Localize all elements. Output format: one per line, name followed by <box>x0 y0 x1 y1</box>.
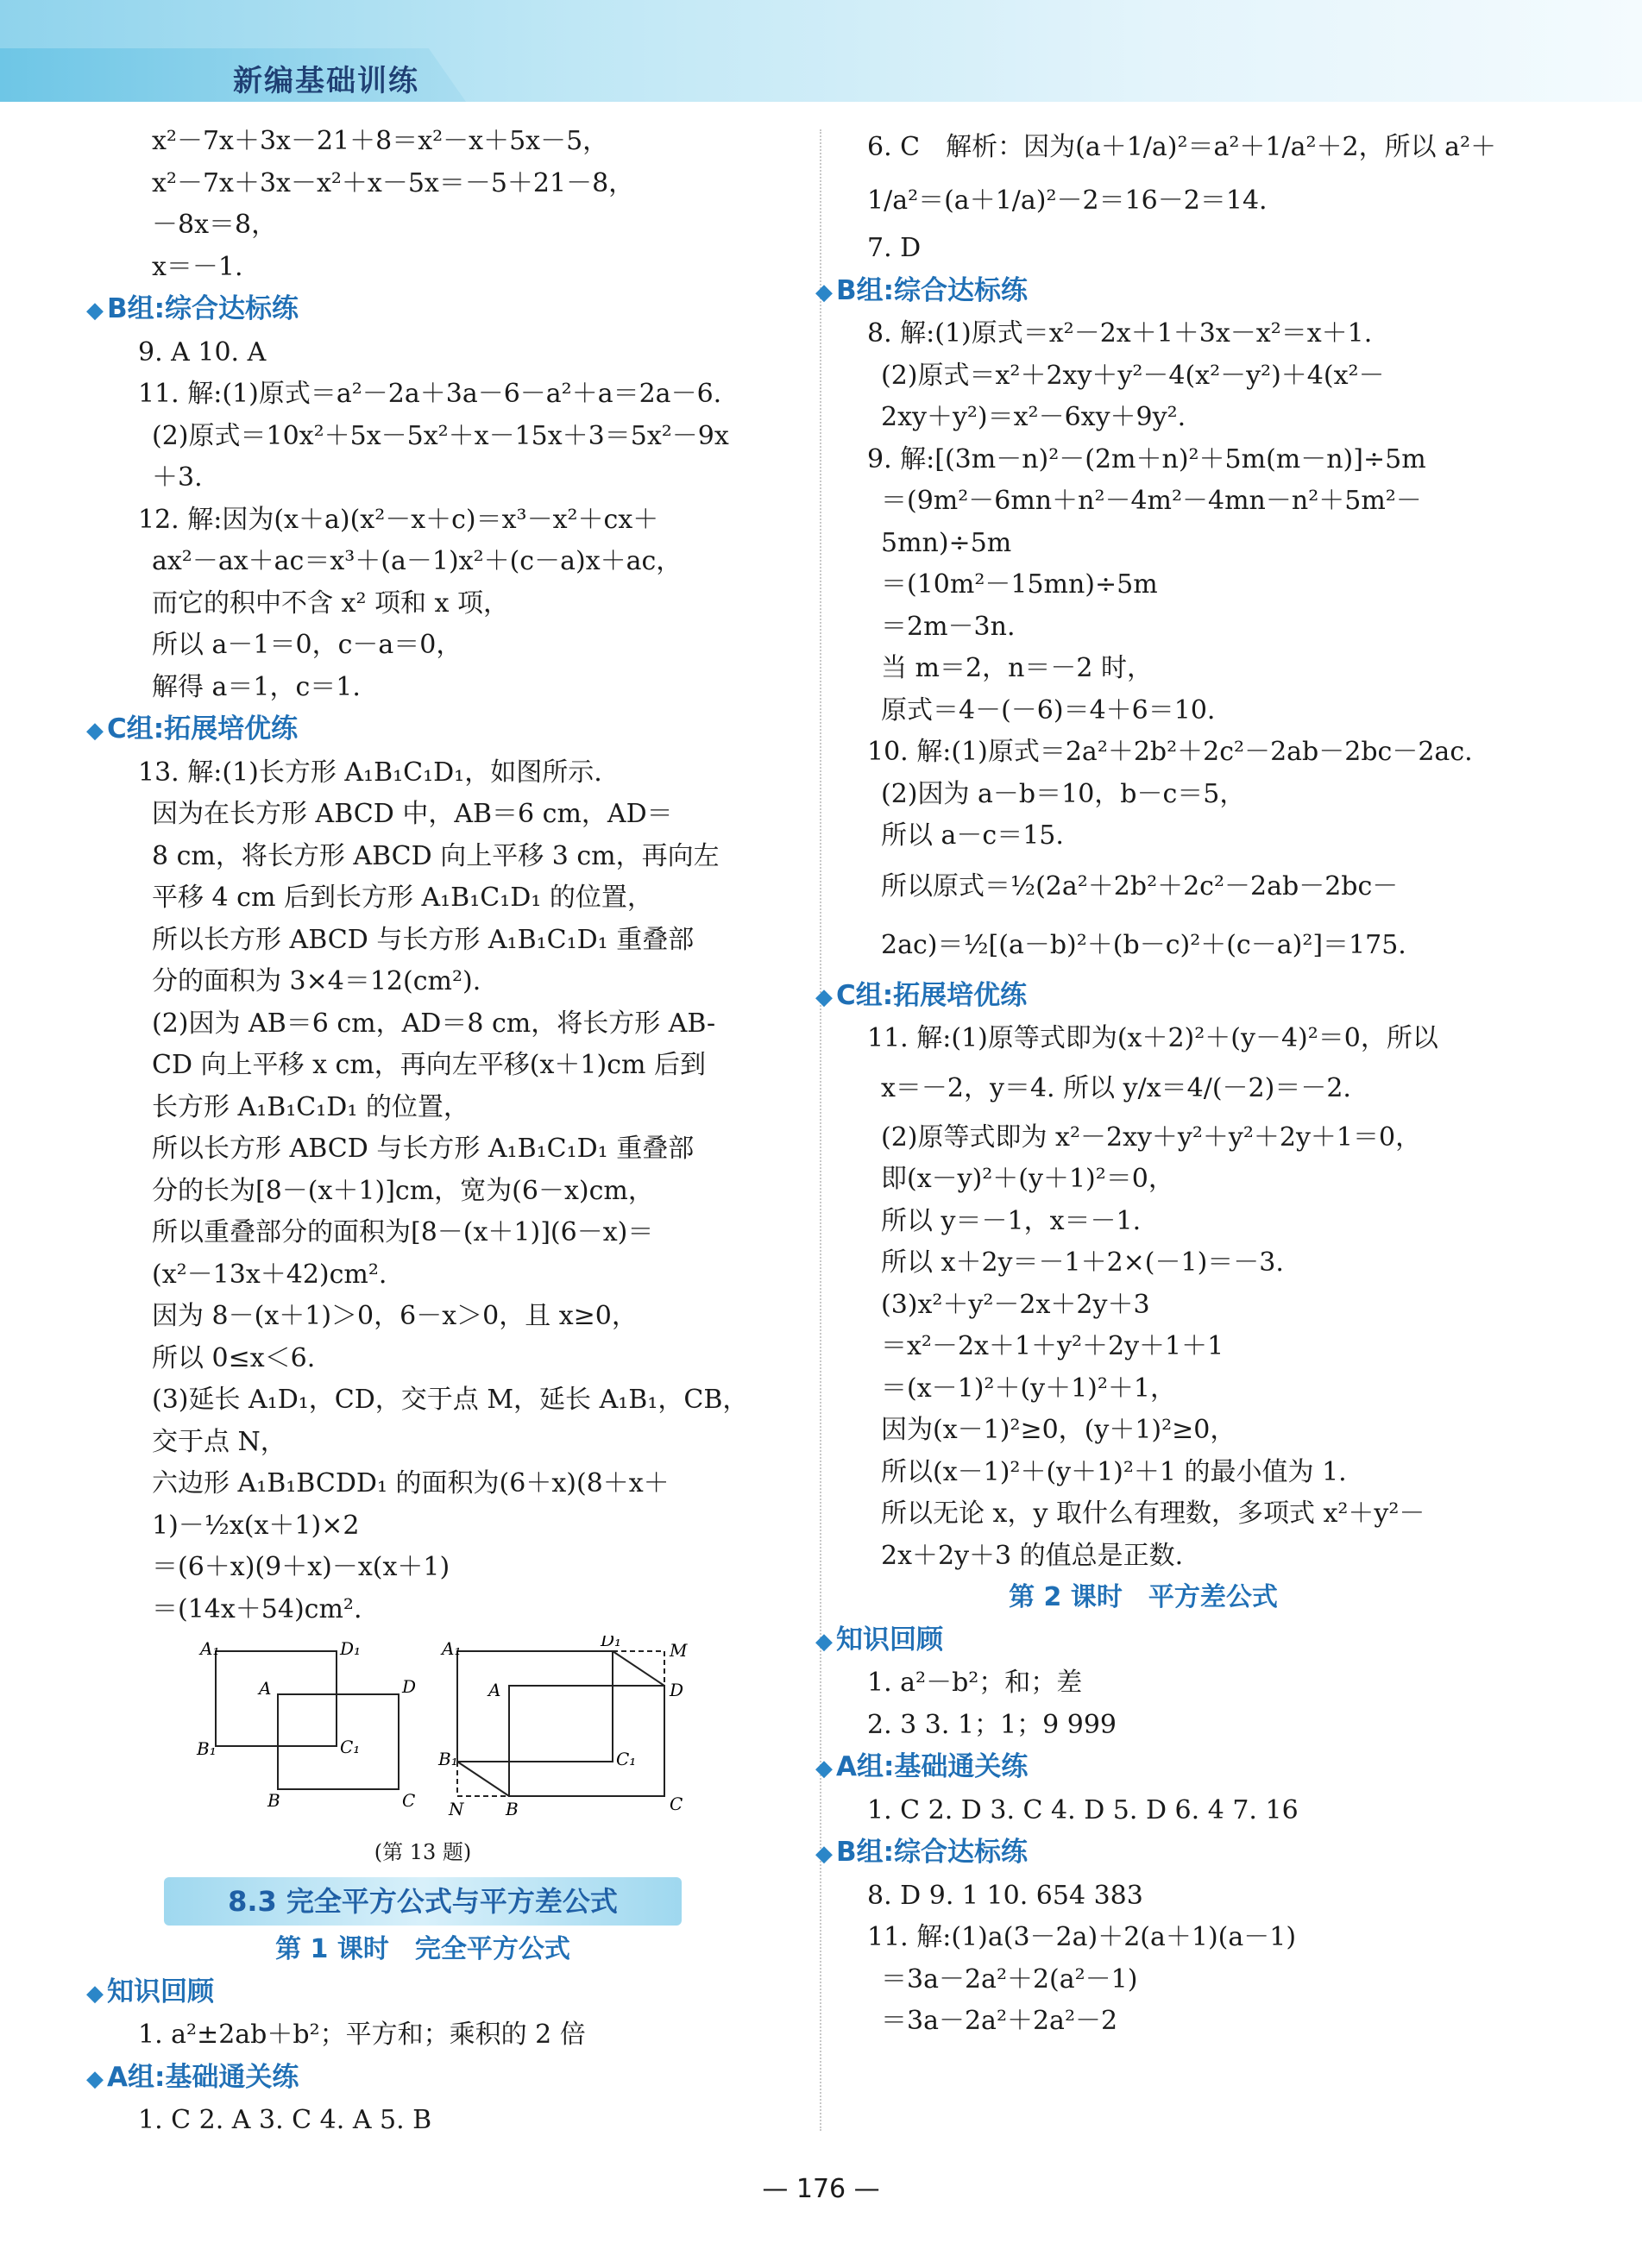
q13-line: 长方形 A₁B₁C₁D₁ 的位置， <box>152 1091 469 1122</box>
lesson1-title: 第 1 课时 完全平方公式 <box>275 1934 570 1964</box>
figure-13-diagram <box>86 1636 759 1838</box>
q11-line: x＝－2，y＝4. 所以 y/x＝4/(－2)＝－2. <box>881 1072 1351 1103</box>
diamond-icon: ◆ <box>86 298 104 324</box>
q13-line: (2)因为 AB＝6 cm，AD＝8 cm，将长方形 AB- <box>152 1008 716 1039</box>
q11-line: 所以 y＝－1，x＝－1. <box>881 1205 1142 1236</box>
label-c1-2: C₁ <box>616 1749 637 1769</box>
q13-line: 分的长为[8－(x＋1)]cm，宽为(6－x)cm， <box>152 1175 654 1206</box>
label-c-2: C <box>670 1794 683 1814</box>
group-a-answers: 1. C 2. A 3. C 4. A 5. B <box>138 2105 432 2135</box>
review-answer: 1. a²－b²；和；差 <box>867 1668 1083 1698</box>
q10-line: (2)因为 a－b＝10，b－c＝5， <box>881 778 1246 809</box>
header-title: 新编基础训练 <box>233 64 419 98</box>
label-m: M <box>670 1640 688 1661</box>
q8-line: (2)原式＝x²＋2xy＋y²－4(x²－y²)＋4(x²－ <box>881 360 1385 391</box>
q12-line: 12. 解:因为(x＋a)(x²－x＋c)＝x³－x²＋cx＋ <box>138 504 659 535</box>
q13-line: 8 cm，将长方形 ABCD 向上平移 3 cm，再向左 <box>152 840 720 871</box>
label-b1: B₁ <box>197 1738 217 1759</box>
answer-line: 9. A 10. A <box>138 336 267 368</box>
q11-line: (3)x²＋y²－2x＋2y＋3 <box>881 1289 1150 1320</box>
right-column <box>815 121 1497 2043</box>
q9-line: 原式＝4－(－6)＝4＋6＝10. <box>881 694 1216 726</box>
q13-line: 13. 解:(1)长方形 A₁B₁C₁D₁，如图所示. <box>138 757 602 788</box>
diamond-icon: ◆ <box>86 718 104 744</box>
q11-line: 11. 解:(1)原式＝a²－2a＋3a－6－a²＋a＝2a－6. <box>138 379 722 409</box>
q10-line: 2ac)＝½[(a－b)²＋(b－c)²＋(c－a)²]＝175. <box>881 929 1406 960</box>
q11b-line: ＝3a－2a²＋2(a²－1) <box>881 1963 1138 1995</box>
q9-line: ＝(10m²－15mn)÷5m <box>881 569 1158 600</box>
q13-line: 分的面积为 3×4＝12(cm²). <box>152 966 481 996</box>
text-line: x²－7x＋3x－x²＋x－5x＝－5＋21－8， <box>152 167 635 198</box>
label-a1: A₁ <box>200 1638 220 1659</box>
seg-d1-d <box>613 1651 664 1686</box>
q11-line: 所以(x－1)²＋(y＋1)²＋1 的最小值为 1. <box>881 1456 1347 1487</box>
figure-13 <box>86 1636 759 1838</box>
group-a-answers: 1. C 2. D 3. C 4. D 5. D 6. 4 7. 16 <box>867 1794 1299 1825</box>
q6-line: 6. C 解析：因为(a＋1/a)²＝a²＋1/a²＋2，所以 a²＋ <box>867 132 1497 162</box>
q11-line: 因为(x－1)²≥0，(y＋1)²≥0， <box>881 1415 1236 1445</box>
group-c-heading: ◆ C组:拓展培优练 <box>815 979 1028 1011</box>
diamond-icon: ◆ <box>815 1628 833 1655</box>
label-d: D <box>402 1676 417 1697</box>
page-number: — 176 — <box>762 2174 880 2204</box>
q7-line: 7. D <box>867 233 922 263</box>
label-b-2: B <box>506 1799 519 1819</box>
q12-line: ax²－ax＋ac＝x³＋(a－1)x²＋(c－a)x＋ac， <box>152 546 683 576</box>
q11-line: 2x＋2y＋3 的值总是正数. <box>881 1540 1184 1571</box>
q9-line: 5mn)÷5m <box>881 527 1012 558</box>
diamond-icon: ◆ <box>815 1841 833 1867</box>
q11-line: 11. 解:(1)原等式即为(x＋2)²＋(y－4)²＝0，所以 <box>867 1023 1438 1053</box>
review-answer: 1. a²±2ab＋b²；平方和；乘积的 2 倍 <box>138 2020 586 2050</box>
q10-line: 10. 解:(1)原式＝2a²＋2b²＋2c²－2ab－2bc－2ac. <box>867 737 1473 767</box>
label-n: N <box>449 1799 464 1819</box>
label-a-2: A <box>488 1680 501 1700</box>
q13-line: 平移 4 cm 后到长方形 A₁B₁C₁D₁ 的位置， <box>152 883 653 913</box>
q13-line: 交于点 N， <box>152 1426 286 1457</box>
label-d-2: D <box>670 1680 684 1700</box>
q13-line: 六边形 A₁B₁BCDD₁ 的面积为(6＋x)(8＋x＋ <box>152 1468 670 1498</box>
answer-line: 8. D 9. 1 10. 654 383 <box>867 1880 1143 1911</box>
label-d1-2: D₁ <box>601 1636 622 1650</box>
q13-line: 所以 0≤x＜6. <box>152 1342 316 1373</box>
group-a-heading: ◆ A组:基础通关练 <box>815 1751 1029 1782</box>
review-answer: 2. 3 3. 1；1；9 999 <box>867 1709 1117 1740</box>
q12-line: 所以 a－1＝0，c－a＝0， <box>152 630 462 660</box>
review-heading: ◆ 知识回顾 <box>86 1976 214 2007</box>
diamond-icon: ◆ <box>815 1756 833 1781</box>
q9-line: 当 m＝2，n＝－2 时， <box>881 653 1154 683</box>
label-d1: D₁ <box>340 1638 362 1659</box>
q13-line: 因为在长方形 ABCD 中，AB＝6 cm，AD＝ <box>152 799 673 829</box>
lesson2-title: 第 2 课时 平方差公式 <box>1009 1582 1278 1612</box>
q11-line: ＋3. <box>152 462 203 493</box>
q11b-line: ＝3a－2a²＋2a²－2 <box>881 2006 1118 2036</box>
text-line: x²－7x＋3x－21＋8＝x²－x＋5x－5， <box>152 126 609 156</box>
label-b1-2: B₁ <box>438 1749 458 1769</box>
rect-abcd <box>278 1694 399 1789</box>
q11b-line: 11. 解:(1)a(3－2a)＋2(a＋1)(a－1) <box>867 1922 1297 1952</box>
review-heading: ◆ 知识回顾 <box>815 1624 943 1655</box>
label-b: B <box>267 1790 280 1811</box>
q11-line: 所以 x＋2y＝－1＋2×(－1)＝－3. <box>881 1247 1284 1278</box>
group-c-heading: ◆ C组:拓展培优练 <box>86 713 299 744</box>
q13-line: CD 向上平移 x cm，再向左平移(x＋1)cm 后到 <box>152 1050 706 1080</box>
q11-line: ＝x²－2x＋1＋y²＋2y＋1＋1 <box>881 1331 1224 1361</box>
diamond-icon: ◆ <box>815 983 833 1010</box>
q8-line: 2xy＋y²)＝x²－6xy＋9y². <box>881 402 1186 432</box>
rect2-abcd <box>509 1686 664 1796</box>
q13-line: ＝(14x＋54)cm². <box>152 1593 362 1624</box>
rect-a1b1c1d1 <box>216 1651 337 1746</box>
rect2-a1b1c1d1 <box>457 1651 613 1762</box>
q13-line: 因为 8－(x＋1)＞0，6－x＞0，且 x≥0， <box>152 1301 638 1331</box>
label-c: C <box>402 1790 416 1811</box>
group-b-heading: ◆ B组:综合达标练 <box>815 274 1029 306</box>
q13-line: 所以长方形 ABCD 与长方形 A₁B₁C₁D₁ 重叠部 <box>152 924 695 955</box>
left-column <box>86 121 759 2142</box>
q13-line: (3)延长 A₁D₁，CD，交于点 M，延长 A₁B₁，CB， <box>152 1385 749 1415</box>
q11-line: (2)原等式即为 x²－2xy＋y²＋y²＋2y＋1＝0， <box>881 1121 1422 1153</box>
q6-line: 1/a²＝(a＋1/a)²－2＝16－2＝14. <box>867 185 1268 216</box>
group-a-heading: ◆ A组:基础通关练 <box>86 2061 299 2093</box>
q13-line: (x²－13x＋42)cm². <box>152 1259 387 1290</box>
diamond-icon: ◆ <box>86 1980 104 2007</box>
q13-line: 所以长方形 ABCD 与长方形 A₁B₁C₁D₁ 重叠部 <box>152 1134 695 1164</box>
section-title: 8.3 完全平方公式与平方差公式 <box>164 1877 682 1926</box>
q13-line: 所以重叠部分的面积为[8－(x＋1)](6－x)＝ <box>152 1217 654 1247</box>
q11-line: 即(x－y)²＋(y＋1)²＝0， <box>881 1164 1174 1194</box>
diamond-icon: ◆ <box>86 2065 104 2092</box>
q9-line: 9. 解:[(3m－n)²－(2m＋n)²＋5m(m－n)]÷5m <box>867 443 1426 474</box>
q12-line: 而它的积中不含 x² 项和 x 项， <box>152 587 510 619</box>
q13-line: ＝(6＋x)(9＋x)－x(x＋1) <box>152 1552 450 1582</box>
group-b-heading: ◆ B组:综合达标练 <box>86 293 299 324</box>
text-line: －8x＝8， <box>152 210 278 240</box>
q9-line: ＝2m－3n. <box>881 611 1016 642</box>
group-b2-heading: ◆ B组:综合达标练 <box>815 1837 1029 1868</box>
q8-line: 8. 解:(1)原式＝x²－2x＋1＋3x－x²＝x＋1. <box>867 318 1373 349</box>
figure-caption: (第 13 题) <box>374 1840 472 1864</box>
q13-line: 1)－½x(x＋1)×2 <box>152 1510 360 1541</box>
q11-line: (2)原式＝10x²＋5x－5x²＋x－15x＋3＝5x²－9x <box>152 420 729 451</box>
label-a: A <box>259 1678 272 1699</box>
q11-line: ＝(x－1)²＋(y＋1)²＋1， <box>881 1373 1176 1404</box>
seg-b1-b <box>457 1762 509 1796</box>
diamond-icon: ◆ <box>815 279 833 305</box>
q10-line: 所以原式＝½(2a²＋2b²＋2c²－2ab－2bc－ <box>881 870 1399 902</box>
q10-line: 所以 a－c＝15. <box>881 820 1064 851</box>
q12-line: 解得 a＝1，c＝1. <box>152 671 361 702</box>
text-line: x＝－1. <box>152 251 243 282</box>
label-a1-2: A₁ <box>442 1638 462 1659</box>
q9-line: ＝(9m²－6mn＋n²－4m²－4mn－n²＋5m²－ <box>881 486 1422 516</box>
q11-line: 所以无论 x，y 取什么有理数，多项式 x²＋y²－ <box>881 1498 1425 1529</box>
label-c1: C₁ <box>340 1737 361 1757</box>
